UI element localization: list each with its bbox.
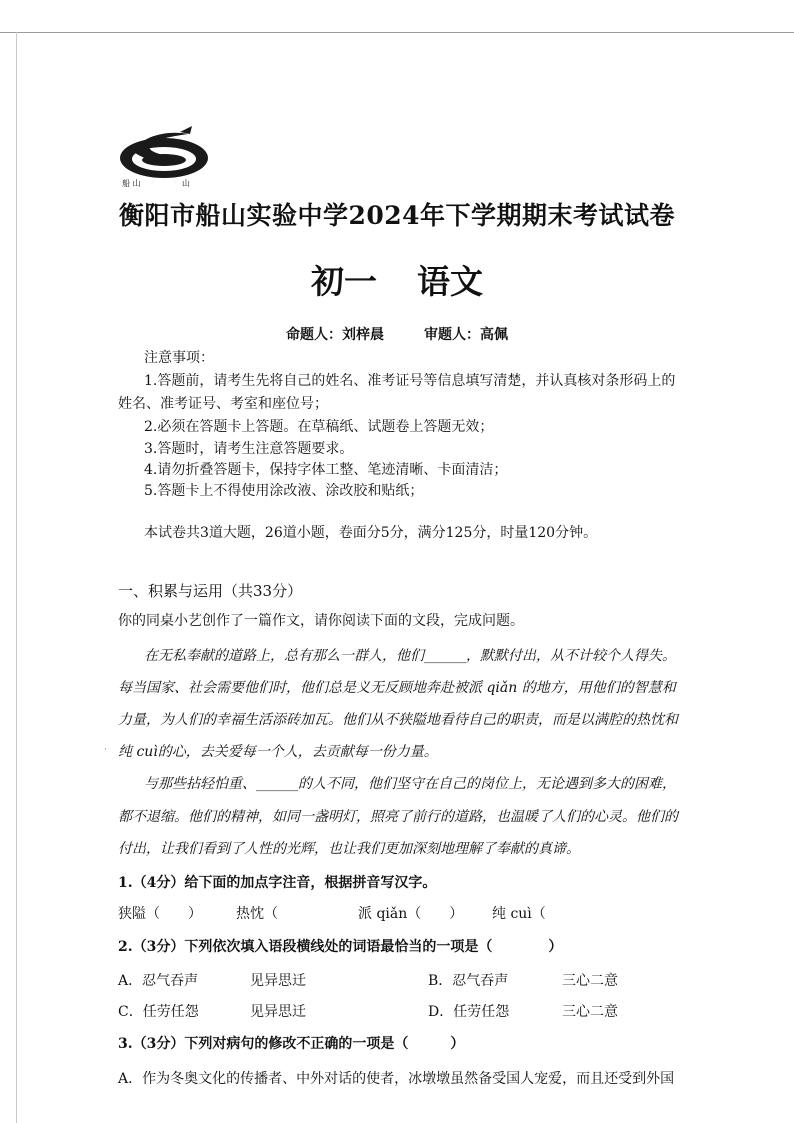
question-1-stem: 1.（4分）给下面的加点字注音，根据拼音写汉字。: [118, 875, 437, 891]
option-c-word: 见异思迁: [250, 1004, 306, 1020]
option-b-word: 三心二意: [562, 973, 618, 989]
note-item: 3.答题时，请考生注意答题要求。: [144, 441, 354, 457]
option-d-word: 三心二意: [562, 1004, 618, 1020]
svg-text:船 山: 船 山: [122, 179, 141, 188]
subject-label: 语文: [417, 262, 483, 301]
question-2-stem: 2.（3分）下列依次填入语段横线处的词语最恰当的一项是（ ）: [118, 939, 563, 955]
exam-title: 衡阳市船山实验中学2024年下学期期末考试试卷: [118, 201, 676, 230]
reviewer-name: 审题人：高佩: [424, 327, 508, 343]
passage-line: 付出，让我们看到了人性的光辉，也让我们更加深刻地理解了奉献的真谛。: [118, 841, 580, 857]
note-item: 1.答题前，请考生先将自己的姓名、准考证号等信息填写清楚，并认真核对条形码上的: [144, 373, 676, 389]
passage-line: 与那些拈轻怕重、______的人不同，他们坚守在自己的岗位上，无论遇到多大的困难，: [144, 776, 676, 792]
school-logo: [116, 122, 216, 188]
passage-line: 力量，为人们的幸福生活添砖加瓦。他们从不狭隘地看待自己的职责，而是以满腔的热忱和: [118, 712, 678, 728]
question-1-item: 热忱（: [236, 906, 278, 922]
passage-line: 纯 cuì的心，去关爱每一个人，去贡献每一份力量。: [118, 744, 438, 760]
note-item: 5.答题卡上不得使用涂改液、涂改胶和贴纸；: [144, 483, 424, 499]
option-b-phrase: B．忍气吞声: [428, 973, 509, 989]
svg-text:山: 山: [182, 179, 190, 188]
option-a-word: 见异思迁: [250, 973, 306, 989]
section-intro: 你的同桌小艺创作了一篇作文，请你阅读下面的文段，完成问题。: [118, 613, 524, 629]
option-d-phrase: D．任劳任怨: [428, 1004, 510, 1020]
passage-line: 在无私奉献的道路上，总有那么一群人，他们______，默默付出，从不计较个人得失。: [144, 648, 676, 664]
exam-summary: 本试卷共3道大题，26道小题，卷面分5分，满分125分，时量120分钟。: [144, 525, 598, 541]
option-c-phrase: C．任劳任怨: [118, 1004, 199, 1020]
grade-label: 初一: [311, 262, 377, 301]
notes-heading: 注意事项：: [144, 350, 214, 366]
question-1-item: 派 qiǎn（ ）: [358, 906, 464, 922]
setter-name: 命题人：刘梓晨: [286, 327, 384, 343]
note-item: 姓名、准考证号、考室和座位号；: [118, 396, 328, 412]
question-3-option-a: A．作为冬奥文化的传播者、中外对话的使者，冰墩墩虽然备受国人宠爱，而且还受到外国: [118, 1071, 675, 1087]
scan-mark: ·: [104, 745, 107, 755]
passage-line: 每当国家、社会需要他们时，他们总是义无反顾地奔赴被派 qiǎn 的地方，用他们的智慧和: [118, 680, 676, 696]
grade-subject: [0, 256, 794, 303]
question-1-item: 狭隘（ ）: [118, 906, 202, 922]
note-item: 2.必须在答题卡上答题。在草稿纸、试题卷上答题无效；: [144, 419, 494, 435]
question-1-item: 纯 cuì（: [492, 906, 546, 922]
question-3-stem: 3.（3分）下列对病句的修改不正确的一项是（ ）: [118, 1036, 465, 1052]
option-a-phrase: A．忍气吞声: [118, 973, 199, 989]
note-item: 4.请勿折叠答题卡，保持字体工整、笔迹清晰、卡面清洁；: [144, 462, 508, 478]
section-heading: 一、积累与运用（共33分）: [118, 582, 303, 600]
page-top-border: [0, 32, 794, 33]
authors-line: [0, 324, 794, 344]
passage-line: 都不退缩。他们的精神，如同一盏明灯，照亮了前行的道路，也温暖了人们的心灵。他们的: [118, 809, 678, 825]
